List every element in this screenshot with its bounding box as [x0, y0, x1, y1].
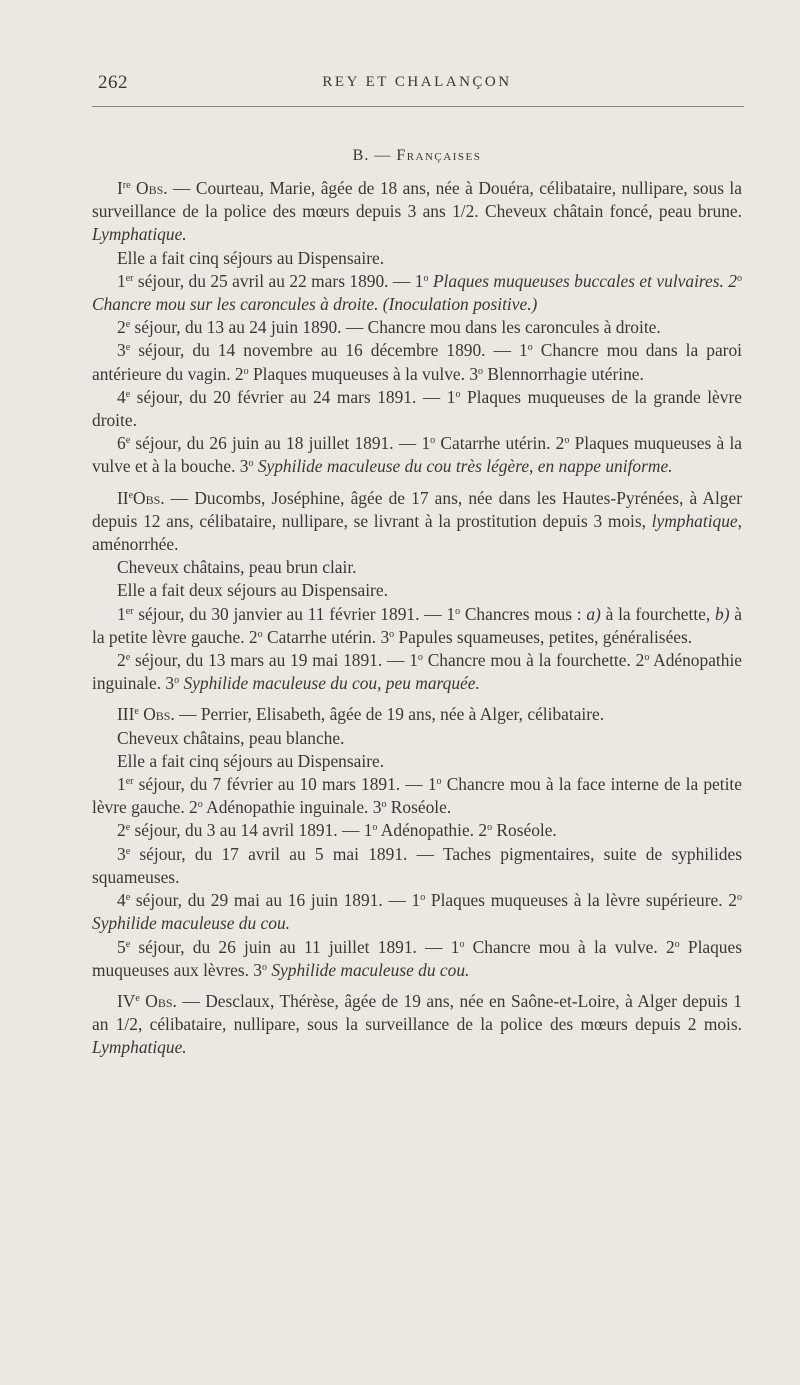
observation-3-hair: Cheveux châtains, peau blanche.	[117, 727, 345, 748]
obs-label: Obs.	[145, 990, 177, 1011]
page-number: 262	[98, 72, 128, 93]
obs-label: Obs.	[133, 487, 165, 508]
section-label: B. —	[352, 147, 397, 164]
running-title: REY ET CHALANÇON	[322, 74, 512, 90]
section-heading	[92, 147, 742, 165]
observation-3-stay-2: 2e séjour, du 3 au 14 avril 1891. — 1$^o$ Adénopathie. 2$^o$ Roséole.	[117, 820, 557, 841]
observation-2-hair: Cheveux châtains, peau brun clair.	[117, 557, 357, 578]
obs-label: Obs.	[136, 178, 168, 198]
section-title: Françaises	[396, 147, 482, 164]
observation-3-stay-1: 1er séjour, du 7 février au 10 mars 1891. — 1$^o$ Chancre mou à la face interne de la petite lèvre gauche. 2$^o$ Adénopathie inguinale. 3$^o$ Roséole.	[92, 774, 742, 818]
header-rule	[92, 106, 744, 107]
obs-intro-text: — Courteau, Marie, âgée de 18 ans, née à Douéra, célibataire, nullipare, sous la surveillance de la police des mœurs depuis 3 ans 1/2.	[92, 178, 742, 222]
observation-1-stays: Elle a fait cinq séjours au Dispensaire.	[117, 247, 385, 268]
observation-2-stay-2: 2e séjour, du 13 mars au 19 mai 1891. — 1$^o$ Chancre mou à la fourchette. 2$^o$ Adénopathie inguinale. 3$^o$ Syphilide maculeuse du cou, peu marquée.	[92, 650, 742, 694]
observation-1-stay-3: 3e séjour, du 14 novembre au 16 décembre 1890. — 1$^o$ Chancre mou dans la paroi antérieure du vagin. 2$^o$ Plaques muqueuses à la vulve. 3$^o$ Blennorrhagie utérine.	[92, 340, 742, 384]
observation-3-stay-4: 4e séjour, du 29 mai au 16 juin 1891. — 1$^o$ Plaques muqueuses à la lèvre supérieure. 2$^o$ Syphilide maculeuse du cou.	[92, 890, 742, 934]
observation-2-intro: IIeObs. — Ducombs, Joséphine, âgée de 17 ans, née dans les Hautes-Pyrénées, à Alger depuis 12 ans, célibataire, nullipare, se livrant à la prostitution depuis 3 mois, lymphatique, aménorrhée.	[92, 487, 742, 555]
obs-temperament: Lymphatique.	[92, 224, 187, 245]
observation-1-stay-6: 6e séjour, du 26 juin au 18 juillet 1891. — 1$^o$ Catarrhe utérin. 2$^o$ Plaques muqueuses à la vulve et à la bouche. 3$^o$ Syphilide maculeuse du cou très légère, en nappe uniforme.	[92, 433, 742, 477]
observation-3-stays: Elle a fait cinq séjours au Dispensaire.	[117, 750, 385, 771]
observation-3-stay-3: 3e séjour, du 17 avril au 5 mai 1891. — Taches pigmentaires, suite de syphilides squameuses.	[92, 843, 742, 887]
observation-1-stay-1: 1er séjour, du 25 avril au 22 mars 1890. — 1$^o$ Plaques muqueuses buccales et vulvaires. 2$^o$ Chancre mou sur les caroncules à droite. (Inoculation positive.)	[92, 270, 743, 315]
observation-1-stay-4: 4e séjour, du 20 février au 24 mars 1891. — 1$^o$ Plaques muqueuses de la grande lèvre droite.	[92, 386, 742, 431]
obs-number: I	[117, 178, 123, 198]
observation-2-stays: Elle a fait deux séjours au Dispensaire.	[117, 580, 388, 601]
body-text	[92, 177, 742, 1060]
obs-hair-text: Cheveux châtain foncé, peau brune.	[484, 201, 742, 222]
observation-3-intro: IIIe Obs. — Perrier, Elisabeth, âgée de 19 ans, née à Alger, célibataire.	[117, 704, 605, 725]
page-header	[92, 72, 742, 102]
obs-number-sup: re	[122, 180, 131, 191]
observation-4-intro: IVe Obs. — Desclaux, Thérèse, âgée de 19 ans, née en Saône-et-Loire, à Alger depuis 1 an 1/2, célibataire, nullipare, sous la surveillance de la police des mœurs depuis 2 mois. Lymphatique.	[92, 990, 742, 1058]
observation-2-stay-1: 1er séjour, du 30 janvier au 11 février 1891. — 1$^o$ Chancres mous : a) à la fourchette, b) à la petite lèvre gauche. 2$^o$ Catarrhe utérin. 3$^o$ Papules squameuses, petites, généralisées.	[92, 603, 742, 647]
obs-label: Obs.	[143, 704, 175, 725]
observation-1-stay-2: 2e séjour, du 13 au 24 juin 1890. — Chancre mou dans les caroncules à droite.	[117, 317, 661, 338]
observation-1-intro	[92, 177, 742, 247]
observation-3-stay-5: 5e séjour, du 26 juin au 11 juillet 1891. — 1$^o$ Chancre mou à la vulve. 2$^o$ Plaques muqueuses aux lèvres. 3$^o$ Syphilide maculeuse du cou.	[92, 936, 742, 980]
